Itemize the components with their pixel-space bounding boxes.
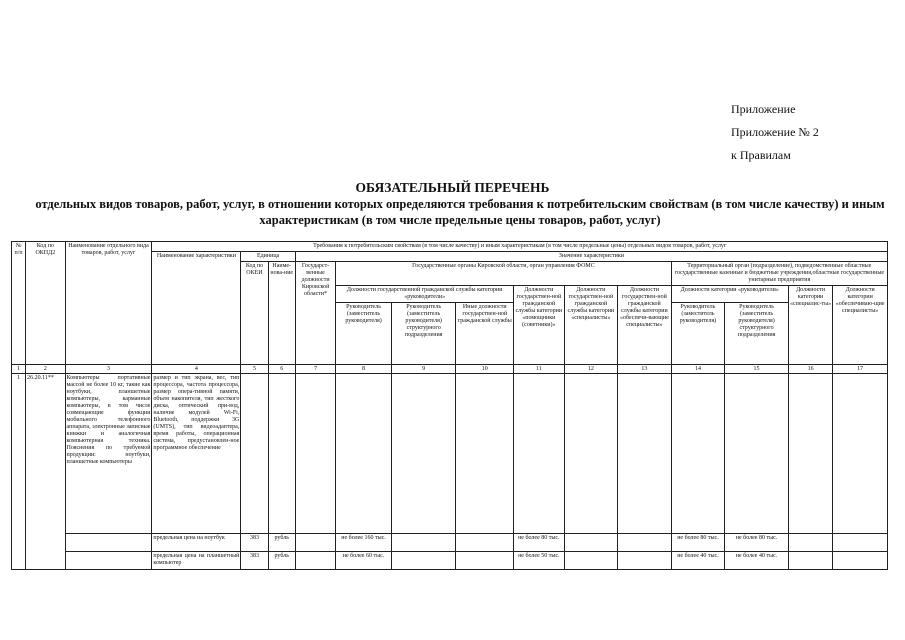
col-number: 4 <box>152 365 241 374</box>
col-number: 5 <box>241 365 268 374</box>
col-number: 11 <box>514 365 565 374</box>
header-char-name: Наименование характеристики <box>152 252 241 365</box>
row-char-laptop-price: предельная цена на ноутбук <box>152 534 241 552</box>
document-heading: ОБЯЗАТЕЛЬНЫЙ ПЕРЕЧЕНЬ <box>355 180 550 195</box>
row-characteristics: размер и тип экрана, вес, тип процессора, частота процессора, размер опера-тивной памяти, объем накопителя, тип жесткого диска, оптический при-вод, наличие модулей Wi-Fi, Bluetooth, поддержки 3G (UMTS), тип видеоадаптера, время работы, операционная система, предустановлен-ное программное обеспечение <box>152 374 241 534</box>
header-okpd: Код по ОКПД2 <box>26 242 65 365</box>
header-unit-name: Наиме-нова-ние <box>268 262 295 365</box>
row-okei: 383 <box>241 534 268 552</box>
header-support: Должности государствен-ной гражданской службы категории «обеспечи-вающие специалисты» <box>618 286 672 365</box>
row-value-col11: не более 80 тыс. <box>514 534 565 552</box>
header-specialists: Должности государствен-ной гражданской службы категории «специалисты» <box>564 286 618 365</box>
row-value-col14: не более 80 тыс. <box>671 534 725 552</box>
header-category-leaders: Должности категории «руководители» <box>671 286 788 303</box>
col-number: 3 <box>65 365 152 374</box>
header-assistants: Должности государствен-ной гражданской службы категории «помощники (советники)» <box>514 286 565 365</box>
table-row <box>12 374 888 534</box>
header-head-struct: Руководитель (заместитель руководителя) структурного подразделения <box>391 303 456 365</box>
appendix-line-3: к Правилам <box>731 148 791 162</box>
row-unit: рубль <box>268 534 295 552</box>
requirements-table <box>11 241 888 570</box>
header-civil-service-leaders: Должности государственной гражданской службы категории «руководители» <box>336 286 514 303</box>
row-value-col14: не более 40 тыс. <box>671 552 725 570</box>
appendix-line-2: Приложение № 2 <box>731 125 819 139</box>
col-number: 2 <box>26 365 65 374</box>
row-value-col11: не более 50 тыс. <box>514 552 565 570</box>
header-territorial: Территориальный орган (подразделение), подведомственные областные государственные казенные и бюджетные учреждения,областные государственные унитарные предприятия <box>671 262 887 286</box>
column-number-row <box>12 365 888 374</box>
appendix-block <box>731 98 819 167</box>
col-number: 6 <box>268 365 295 374</box>
col-number: 9 <box>391 365 456 374</box>
table-row <box>12 552 888 570</box>
row-num: 1 <box>12 374 26 570</box>
header-head: Руководитель (заместитель руководителя) <box>336 303 392 365</box>
col-number: 17 <box>833 365 888 374</box>
header-other-posts: Иные должности государствен-ной гражданской службы <box>456 303 514 365</box>
header-num: № п/п <box>12 242 26 365</box>
col-number: 10 <box>456 365 514 374</box>
row-value-col8: не более 60 тыс. <box>336 552 392 570</box>
row-value-col15: не более 40 тыс. <box>725 552 789 570</box>
header-requirements: Требования к потребительским свойствам (в том числе качеству) и иным характеристикам (в том числе предельные цены) отдельных видов товаров, работ, услуг <box>152 242 888 252</box>
header-okei: Код по ОКЕИ <box>241 262 268 365</box>
document-subheading: отдельных видов товаров, работ, услуг, в отношении которых определяются требования к потребительским свойствам (в том числе качеству) и иным характеристикам (в том числе предельные цены товаров, работ, услуг) <box>35 197 885 227</box>
table-row <box>12 534 888 552</box>
col-number: 14 <box>671 365 725 374</box>
header-head-14: Руководитель (заместитель руководителя) <box>671 303 725 365</box>
col-number: 13 <box>618 365 672 374</box>
col-number: 8 <box>336 365 392 374</box>
row-item-name: Компьютеры портативные массой не более 10 кг, такие как ноутбуки, планшетные компьютеры, карманные компьютеры, в том числе совмещающие функции мобильного телефонного аппарата, электронные записные книжки и аналогичная компьютерная техника. Пояснения по требуемой продукции: ноутбуки, планшетные компьютеры <box>65 374 152 534</box>
header-head-15: Руководитель (заместитель руководителя) структурного подразделения <box>725 303 789 365</box>
col-number: 7 <box>295 365 335 374</box>
header-item-name: Наименование отдельного вида товаров, работ, услуг <box>65 242 152 365</box>
header-gov-bodies: Государственные органы Кировской области, орган управления ФОМС <box>336 262 671 286</box>
header-category-specialists: Должности категории «специалис-ты» <box>788 286 832 365</box>
appendix-line-1: Приложение <box>731 102 796 116</box>
header-unit: Единица <box>241 252 296 262</box>
header-state-posts: Государст-венные должности Кировской области* <box>295 262 335 365</box>
row-okei: 383 <box>241 552 268 570</box>
col-number: 16 <box>788 365 832 374</box>
col-number: 12 <box>564 365 618 374</box>
row-char-tablet-price: предельная цена на планшетный компьютер <box>152 552 241 570</box>
row-value-col15: не более 80 тыс. <box>725 534 789 552</box>
row-value-col8: не более 160 тыс. <box>336 534 392 552</box>
row-okpd: 26.20.11** <box>26 374 65 570</box>
row-unit: рубль <box>268 552 295 570</box>
header-values: Значение характеристики <box>295 252 887 262</box>
col-number: 1 <box>12 365 26 374</box>
header-category-support: Должности категории «обеспечиваю-щие специалисты» <box>833 286 888 365</box>
col-number: 15 <box>725 365 789 374</box>
